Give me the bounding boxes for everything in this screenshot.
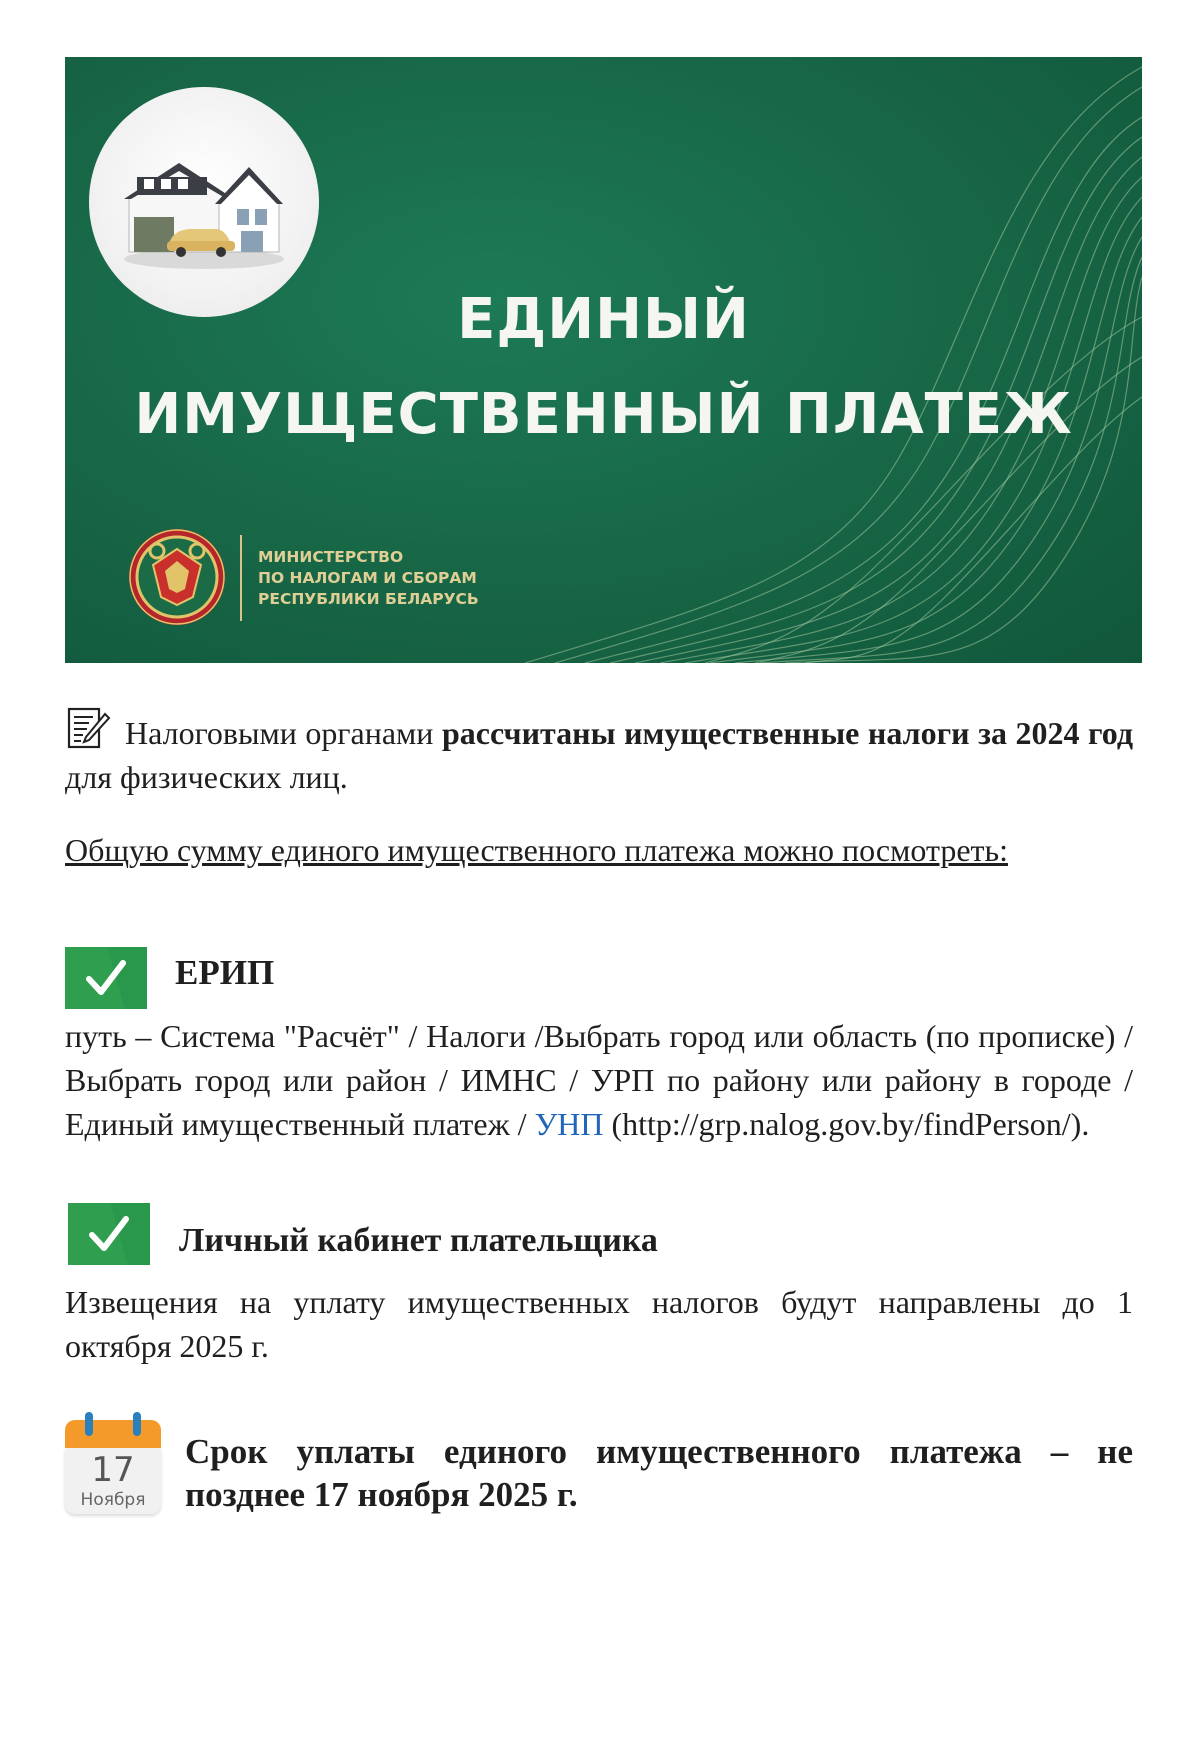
ministry-emblem-icon bbox=[127, 527, 227, 627]
sub-heading: Общую сумму единого имущественного платежа можно посмотреть: bbox=[65, 832, 1008, 868]
ministry-line: МИНИСТЕРСТВО bbox=[258, 548, 404, 566]
calendar-header bbox=[65, 1420, 161, 1448]
erip-path bbox=[65, 1014, 1133, 1146]
intro-text: Налоговыми органами bbox=[125, 715, 442, 751]
calendar-day: 17 bbox=[91, 1450, 135, 1490]
intro-bold-text: рассчитаны имущественные налоги за 2024 год bbox=[441, 715, 1134, 751]
banner-title-line1: ЕДИНЫЙ bbox=[457, 287, 750, 352]
intro-paragraph bbox=[65, 706, 1133, 799]
deadline-text: Срок уплаты единого имущественного платежа – не позднее 17 ноября 2025 г. bbox=[185, 1432, 1133, 1514]
hero-banner bbox=[65, 57, 1142, 663]
erip-path-text: путь – Система "Расчёт" / Налоги /Выбрать город или область (по прописке) / Выбрать город или район / ИМНС / УРП по району или району в городе / Единый имущественный платеж / bbox=[65, 1018, 1133, 1142]
erip-heading: ЕРИП bbox=[175, 953, 275, 992]
ministry-line: ПО НАЛОГАМ И СБОРАМ bbox=[258, 569, 477, 587]
banner-title-line2: ИМУЩЕСТВЕННЫЙ ПЛАТЕЖ bbox=[134, 382, 1073, 447]
house-icon bbox=[109, 127, 299, 277]
calendar-month: Ноября bbox=[80, 1490, 146, 1510]
unp-link[interactable]: УНП bbox=[534, 1106, 604, 1142]
checkmark-icon bbox=[68, 1203, 150, 1265]
checkmark-icon bbox=[65, 947, 147, 1009]
calendar-ring bbox=[133, 1412, 141, 1436]
cabinet-notice: Извещения на уплату имущественных налогов будут направлены до 1 октября 2025 г. bbox=[65, 1284, 1133, 1364]
erip-path-url: (http://grp.nalog.gov.by/findPerson/). bbox=[603, 1106, 1090, 1142]
calendar-ring bbox=[85, 1412, 93, 1436]
ministry-divider bbox=[240, 535, 242, 621]
ministry-line: РЕСПУБЛИКИ БЕЛАРУСЬ bbox=[258, 590, 479, 608]
cabinet-heading: Личный кабинет плательщика bbox=[179, 1222, 658, 1259]
intro-text-end: для физических лиц. bbox=[65, 759, 348, 795]
ministry-name bbox=[258, 547, 479, 610]
house-illustration bbox=[89, 87, 319, 317]
note-pencil-icon bbox=[65, 706, 111, 752]
calendar-icon bbox=[65, 1412, 161, 1514]
